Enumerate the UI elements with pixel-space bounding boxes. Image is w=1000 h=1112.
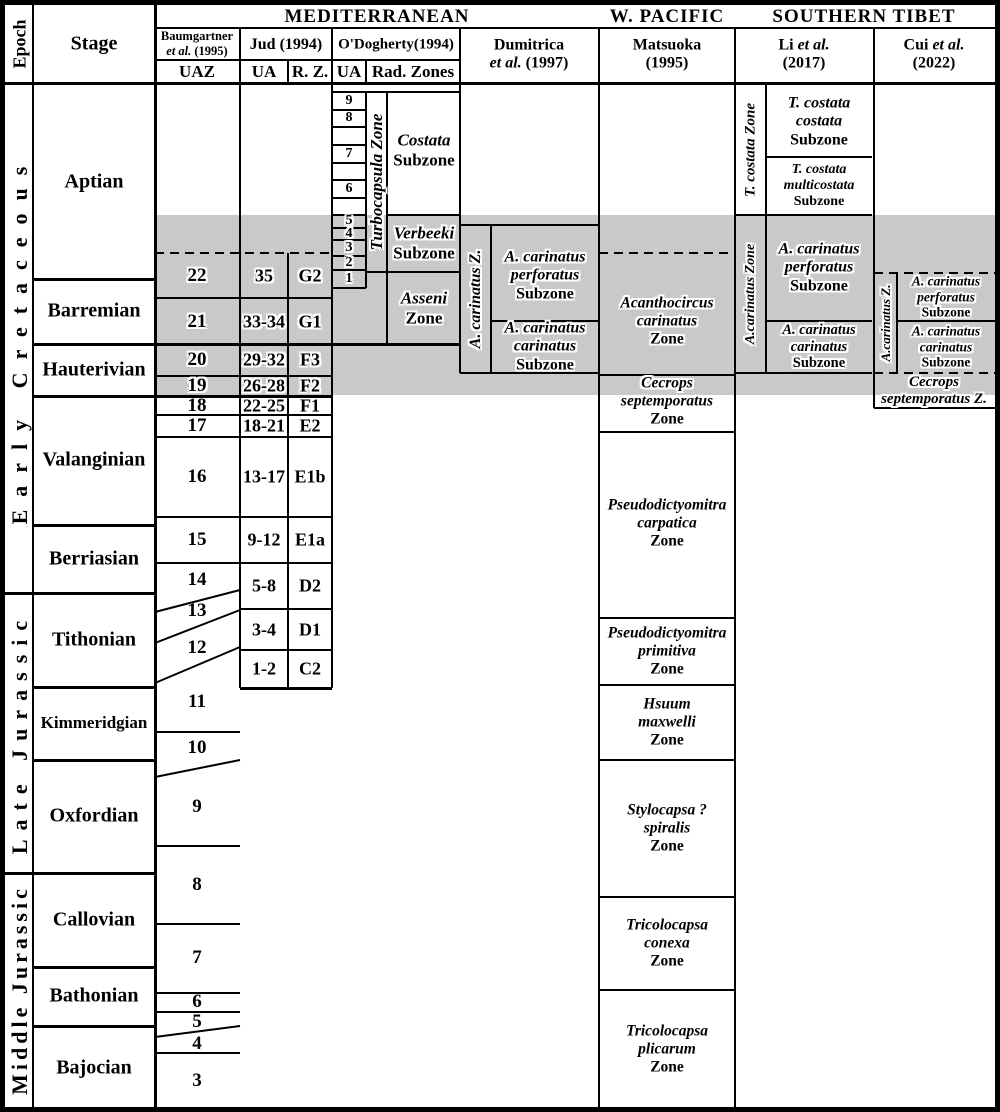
zone-name: Stylocapsa ? (627, 801, 707, 819)
cui-carinatus-zone-strip: A.carinatus Z. (878, 284, 893, 362)
source-year: (2017) (782, 55, 826, 72)
stage-label: Valanginian (42, 448, 146, 471)
jud-ua-label: 33-34 (243, 311, 285, 332)
uaz-zone-label: 17 (187, 415, 207, 437)
zone-name: carinatus (636, 312, 698, 330)
source-etal: et al. (166, 44, 192, 58)
epoch-label-middle-jurassic: Middle Jurassic (7, 885, 32, 1095)
stage-label: Bathonian (49, 984, 139, 1007)
zone-tail: Zone (650, 951, 684, 969)
subheader-rad-zones: Rad. Zones (371, 62, 455, 82)
jud-rz-label: E2 (299, 415, 321, 436)
source-odogherty: O'Dogherty(1994) (338, 36, 454, 53)
cui-cecrops-zone-label (881, 374, 987, 409)
region-header-southern-tibet: SOUTHERN TIBET (772, 6, 956, 28)
zone-name: Asseni (400, 288, 448, 308)
zone-name: maxwelli (638, 713, 696, 731)
zone-name: costata (795, 112, 843, 130)
zone-name: T. costata (787, 94, 851, 112)
matsuoka-zone-label (626, 1022, 708, 1075)
source-matsuoka (633, 37, 701, 74)
od-ua-number: 9 (345, 92, 353, 108)
matsuoka-zone-label (626, 916, 708, 969)
uaz-zone-label: 5 (192, 1011, 202, 1033)
li-carinatus-zone-strip: A.carinatus Zone (743, 243, 758, 345)
stage-label: Bajocian (56, 1056, 132, 1079)
zone-name: Cecrops (909, 373, 959, 390)
cui-subzone-label (912, 324, 980, 371)
zone-tail: Subzone (793, 194, 845, 210)
zone-tail: Subzone (393, 243, 455, 262)
od-ua-number: 5 (345, 212, 353, 228)
dumitrica-perforatus-subzone-label (505, 248, 586, 303)
matsuoka-zone-label (608, 624, 727, 677)
stage-label: Hauterivian (42, 358, 146, 381)
od-ua-number: 6 (345, 180, 353, 196)
zone-name: A. carinatus (778, 240, 860, 258)
zone-name: T. costata (791, 161, 847, 177)
zone-tail: Zone (650, 531, 684, 549)
epoch-label-late-jurassic: Late Jurassic (7, 611, 32, 855)
epoch-label-early-cretaceous: Early Cretaceous (7, 153, 32, 525)
zone-name: Pseudodictyomitra (607, 496, 727, 514)
stage-label: Barremian (47, 299, 141, 322)
zone-name: Pseudodictyomitra (607, 624, 727, 642)
jud-ua-label: 9-12 (247, 529, 281, 550)
uaz-zone-label: 18 (187, 395, 207, 417)
jud-rz-label: F1 (300, 395, 320, 416)
zone-tail: Zone (650, 1057, 684, 1075)
zone-name: conexa (644, 934, 690, 952)
od-ua-number: 4 (345, 225, 353, 241)
zone-tail: Subzone (792, 355, 846, 372)
zone-name: A. carinatus (911, 323, 981, 339)
source-name: Baumgartner (160, 29, 234, 43)
zone-name: carinatus (790, 338, 848, 355)
stage-label: Callovian (52, 908, 136, 931)
zone-name: carinatus (513, 337, 577, 355)
jud-rz-label: F3 (300, 349, 320, 370)
jud-ua-label: 22-25 (243, 395, 285, 416)
zone-name: spiralis (643, 819, 691, 837)
source-jud: Jud (1994) (249, 35, 323, 53)
jud-rz-label: C2 (299, 658, 321, 679)
zone-tail: Subzone (921, 304, 971, 320)
zone-name: carpatica (637, 514, 697, 532)
jud-rz-label: E1b (294, 466, 326, 487)
zone-name: perforatus (510, 266, 580, 284)
asseni-zone-label (401, 288, 447, 327)
source-year: (1997) (525, 55, 569, 72)
zone-name: carinatus (919, 339, 973, 355)
zone-tail: Subzone (790, 277, 848, 295)
source-name: Li (778, 36, 794, 54)
uaz-zone-label: 13 (187, 600, 207, 622)
source-etal: et al. (932, 36, 965, 54)
source-baumgartner (161, 29, 233, 59)
zone-name: Verbeeki (393, 223, 455, 243)
zone-tail: Zone (650, 409, 684, 427)
uaz-zone-label: 8 (192, 874, 202, 896)
zone-name: multicostata (783, 177, 855, 193)
dumitrica-carinatus-zone-strip: A. carinatus Z. (467, 249, 484, 349)
zone-name: Hsuum (643, 695, 691, 713)
li-subzone-label (784, 162, 855, 210)
uaz-zone-label: 4 (192, 1033, 202, 1055)
source-etal: et al. (489, 55, 522, 72)
matsuoka-zone-label (608, 496, 727, 549)
uaz-zone-label: 10 (187, 737, 207, 759)
jud-rz-label: F2 (300, 375, 320, 396)
zone-name: A. carinatus (782, 321, 856, 338)
stage-label: Tithonian (51, 628, 137, 651)
zone-name: septemporatus (620, 392, 714, 410)
source-year: (1995) (645, 55, 689, 72)
uaz-zone-label: 20 (187, 349, 207, 371)
zone-name: Tricolocapsa (625, 916, 709, 934)
zone-tail: Zone (650, 836, 684, 854)
uaz-zone-label: 22 (187, 265, 207, 287)
region-header-w-pacific: W. PACIFIC (609, 6, 725, 28)
turbocapsula-zone-strip: Turbocapsula Zone (367, 113, 386, 251)
source-year: (1995) (194, 44, 228, 58)
region-header-mediterranean: MEDITERRANEAN (284, 6, 470, 28)
jud-rz-label: D2 (299, 575, 321, 596)
verbeeki-subzone-label (393, 223, 454, 262)
od-ua-number: 2 (345, 254, 353, 270)
subheader-ua: UA (251, 62, 277, 82)
uaz-zone-label: 14 (187, 569, 207, 591)
uaz-zone-label: 3 (192, 1070, 202, 1092)
jud-ua-label: 5-8 (252, 575, 276, 596)
uaz-zone-label: 15 (187, 529, 207, 551)
zone-tail: Subzone (790, 131, 848, 149)
uaz-zone-label: 6 (192, 991, 202, 1013)
uaz-zone-label: 7 (192, 947, 202, 969)
jud-ua-label: 13-17 (243, 466, 285, 487)
jud-ua-label: 26-28 (243, 375, 285, 396)
zone-name: perforatus (917, 289, 975, 305)
matsuoka-zone-label (627, 801, 707, 854)
jud-ua-label: 18-21 (243, 415, 285, 436)
source-cui (904, 37, 965, 74)
li-subzone-label (788, 94, 851, 149)
stage-label: Berriasian (49, 547, 139, 570)
zone-name: A. carinatus (911, 273, 981, 289)
od-ua-number: 7 (345, 145, 353, 161)
uaz-diagonal-boundary (155, 760, 240, 777)
source-etal: et al. (797, 36, 830, 54)
zone-name: Cecrops (641, 374, 693, 392)
zone-name: Acanthocircus (620, 294, 714, 312)
uaz-zone-label: 12 (187, 637, 207, 659)
od-ua-number: 1 (345, 270, 353, 286)
cui-subzone-label (912, 274, 980, 321)
jud-ua-label: 1-2 (252, 658, 276, 679)
jud-rz-label: E1a (294, 529, 326, 550)
uaz-zone-label: 19 (187, 375, 207, 397)
zone-tail: Subzone (516, 356, 574, 374)
source-name: Dumitrica (493, 36, 565, 54)
source-li (778, 37, 829, 74)
stage-column-header: Stage (70, 32, 118, 55)
jud-rz-label: G1 (298, 311, 322, 332)
stage-label: Aptian (64, 170, 124, 193)
li-subzone-label (779, 240, 860, 295)
matsuoka-zone-label (638, 695, 696, 748)
zone-tail: Zone (405, 308, 443, 327)
costata-subzone-label (393, 130, 454, 169)
source-name: Cui (903, 36, 929, 54)
uaz-zone-label: 16 (187, 466, 207, 488)
li-costata-zone-strip: T. costata Zone (742, 102, 759, 198)
subheader-ua: UA (336, 62, 362, 82)
stage-label: Kimmeridgian (40, 713, 148, 733)
zone-tail: Subzone (921, 354, 971, 370)
uaz-zone-label: 21 (187, 311, 207, 333)
subheader-rz: R. Z. (291, 62, 329, 82)
matsuoka-zone-label (620, 294, 713, 347)
od-ua-number: 3 (345, 239, 353, 255)
zone-name: Tricolocapsa (625, 1022, 709, 1040)
zone-tail: Zone (650, 659, 684, 677)
jud-ua-label: 35 (255, 265, 273, 286)
source-year: (2022) (912, 55, 956, 72)
zone-name: septemporatus Z. (881, 391, 987, 407)
zone-tail: Subzone (516, 285, 574, 303)
matsuoka-zone-label (621, 374, 713, 427)
epoch-column-header: Epoch (9, 19, 30, 69)
jud-rz-label: D1 (299, 619, 321, 640)
zone-name: plicarum (638, 1040, 696, 1058)
zone-name: perforatus (784, 258, 854, 276)
jud-ua-label: 29-32 (243, 349, 285, 370)
od-ua-number: 8 (345, 109, 353, 125)
uaz-zone-label: 9 (192, 796, 202, 818)
zone-name: primitiva (638, 642, 696, 660)
source-name: Matsuoka (632, 36, 702, 54)
subheader-uaz: UAZ (179, 62, 215, 82)
zone-tail: Zone (650, 730, 684, 748)
zone-name: Costata (397, 130, 451, 150)
li-subzone-label (782, 322, 855, 372)
jud-ua-label: 3-4 (252, 619, 276, 640)
stage-label: Oxfordian (49, 804, 139, 827)
jud-rz-label: G2 (298, 265, 322, 286)
zone-name: A. carinatus (504, 248, 586, 266)
uaz-zone-label: 11 (188, 691, 206, 713)
source-dumitrica (490, 37, 569, 74)
dumitrica-carinatus-subzone-label (505, 319, 586, 374)
zone-tail: Zone (650, 329, 684, 347)
zone-name: A. carinatus (504, 319, 586, 337)
zone-tail: Subzone (393, 150, 455, 169)
